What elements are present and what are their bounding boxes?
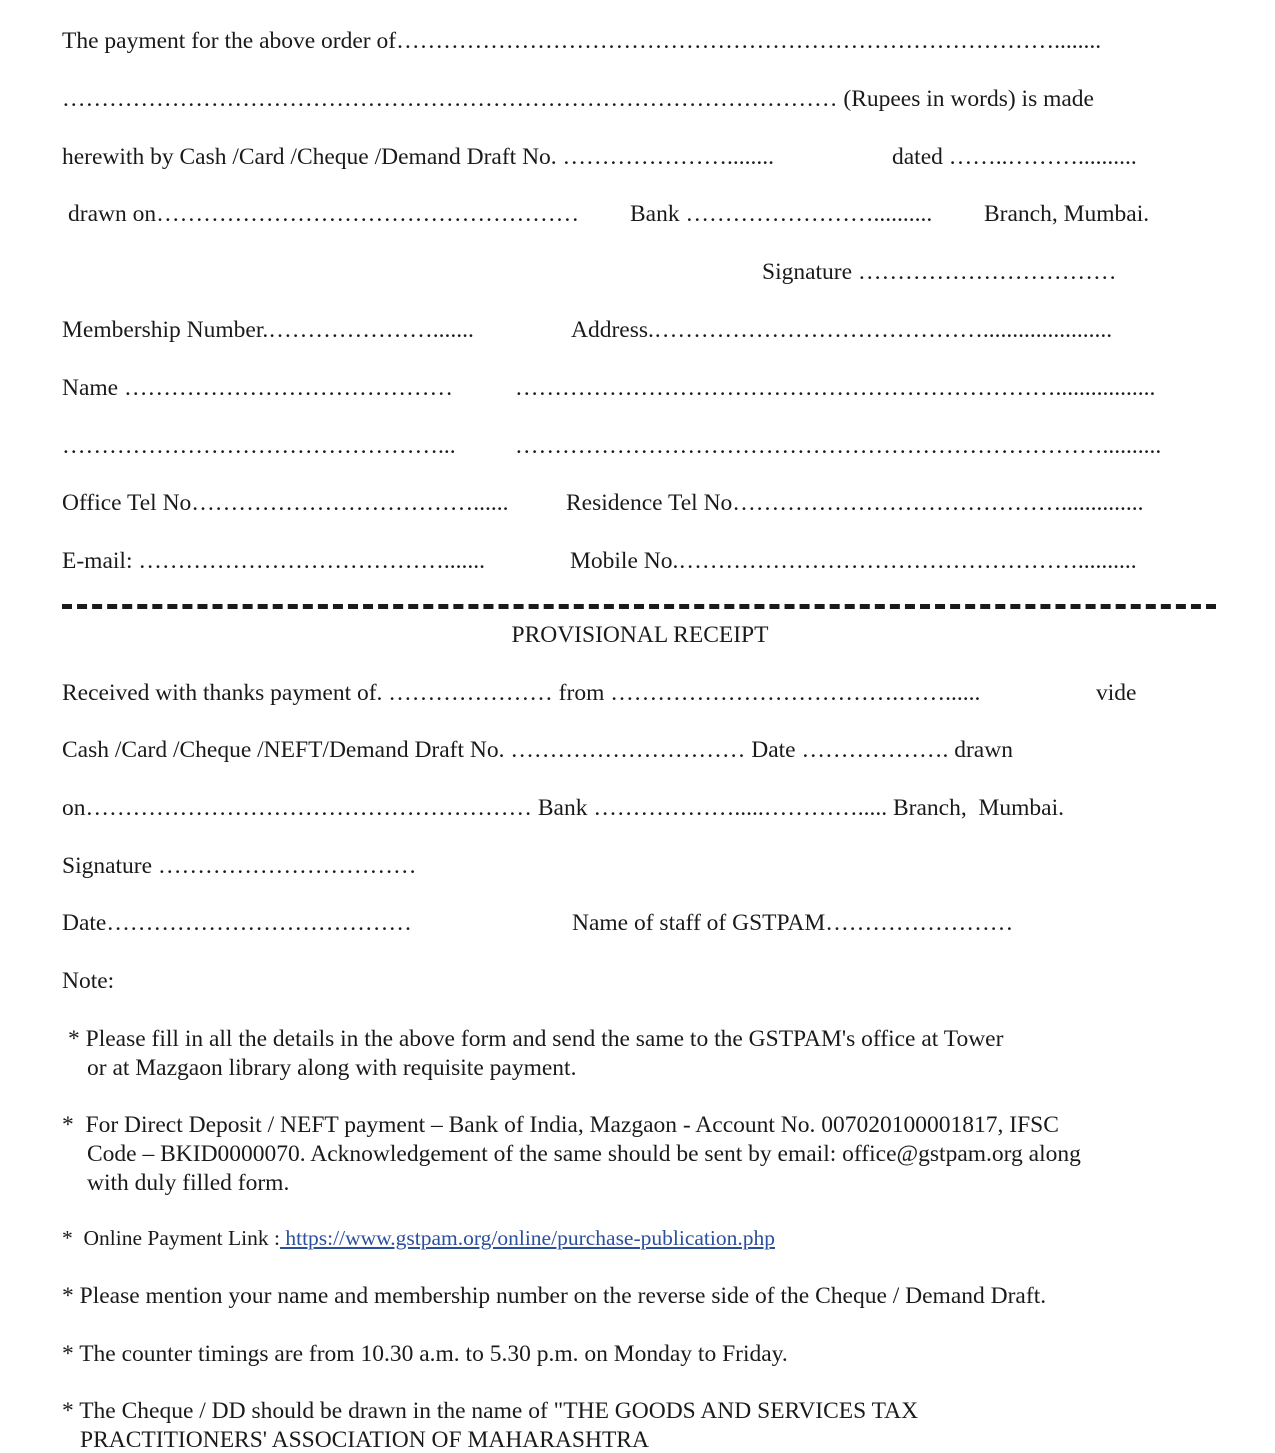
address-field: Address.……………………………………...................... [571, 317, 1113, 343]
vide-label: vide [1096, 680, 1137, 706]
cut-line-divider [62, 604, 1216, 609]
residence-tel-field: Residence Tel No…………………………………….............. [566, 490, 1144, 516]
office-tel-field: Office Tel No………………………………...... [62, 490, 509, 516]
order-signature-field: Signature …………………………… [762, 259, 1117, 285]
note-fill-details-cont: or at Mazgaon library along with requisite payment. [87, 1055, 577, 1081]
email-field: E-mail: …………………………………....... [62, 548, 485, 574]
bank-field: Bank …………………….......... [630, 201, 933, 227]
note-online-payment [62, 1228, 962, 1250]
receipt-title: PROVISIONAL RECEIPT [511, 622, 769, 648]
note-cheque-payee-cont: PRACTITIONERS' ASSOCIATION OF MAHARASHTRA [80, 1427, 649, 1453]
received-payment-line: Received with thanks payment of. ………………… from ……………………………….……...... [62, 680, 981, 706]
rupees-in-words-line: ……………………………………………………………………………………… (Rupees in words) is made [62, 86, 1094, 112]
receipt-date-field: Date………………………………… [62, 910, 412, 936]
receipt-payment-mode-line: Cash /Card /Cheque /NEFT/Demand Draft No. ………………………… Date ………………. drawn [62, 737, 1013, 763]
name-continuation: …………………………………………... [62, 433, 456, 459]
staff-name-field: Name of staff of GSTPAM…………………… [572, 910, 1014, 936]
membership-number-field: Membership Number.…………………....... [62, 317, 474, 343]
mobile-field: Mobile No.…………………………………………….......... [570, 548, 1137, 574]
receipt-signature-field: Signature …………………………… [62, 853, 417, 879]
payment-mode-line: herewith by Cash /Card /Cheque /Demand Draft No. …………………........ [62, 144, 775, 170]
address-continuation-2: ………………………………………………………………….......... [515, 433, 1162, 459]
receipt-drawn-on-line: on………………………………………………… Bank ……………….....…………..... Branch, Mumbai. [62, 795, 1064, 821]
payment-amount-line: The payment for the above order of…………………………………………………………………………........ [62, 28, 1102, 54]
online-payment-link[interactable]: https://www.gstpam.org/online/purchase-publication.php [279, 1226, 775, 1250]
address-continuation-1: ……………………………………………………………................. [515, 375, 1156, 401]
drawn-on-field: drawn on……………………………………………… [68, 201, 580, 227]
note-neft-payment: * For Direct Deposit / NEFT payment – Bank of India, Mazgaon - Account No. 007020100001817, IFSC [62, 1112, 1059, 1138]
note-heading: Note: [62, 968, 115, 994]
dated-field: dated ……..……….......... [892, 144, 1137, 170]
note-fill-details: * Please fill in all the details in the above form and send the same to the GSTPAM's office at Tower [68, 1026, 1004, 1052]
online-payment-label: * Online Payment Link : [62, 1226, 280, 1250]
note-neft-payment-cont: Code – BKID0000070. Acknowledgement of the same should be sent by email: office@gstpam.org along [87, 1141, 1081, 1167]
note-cheque-payee: * The Cheque / DD should be drawn in the name of "THE GOODS AND SERVICES TAX [62, 1398, 919, 1424]
name-field: Name …………………………………… [62, 375, 453, 401]
note-counter-timings: * The counter timings are from 10.30 a.m. to 5.30 p.m. on Monday to Friday. [62, 1341, 788, 1367]
note-neft-payment-end: with duly filled form. [87, 1170, 290, 1196]
branch-label: Branch, Mumbai. [984, 201, 1150, 227]
note-mention-name: * Please mention your name and membership number on the reverse side of the Cheque / Demand Draft. [62, 1283, 1047, 1309]
